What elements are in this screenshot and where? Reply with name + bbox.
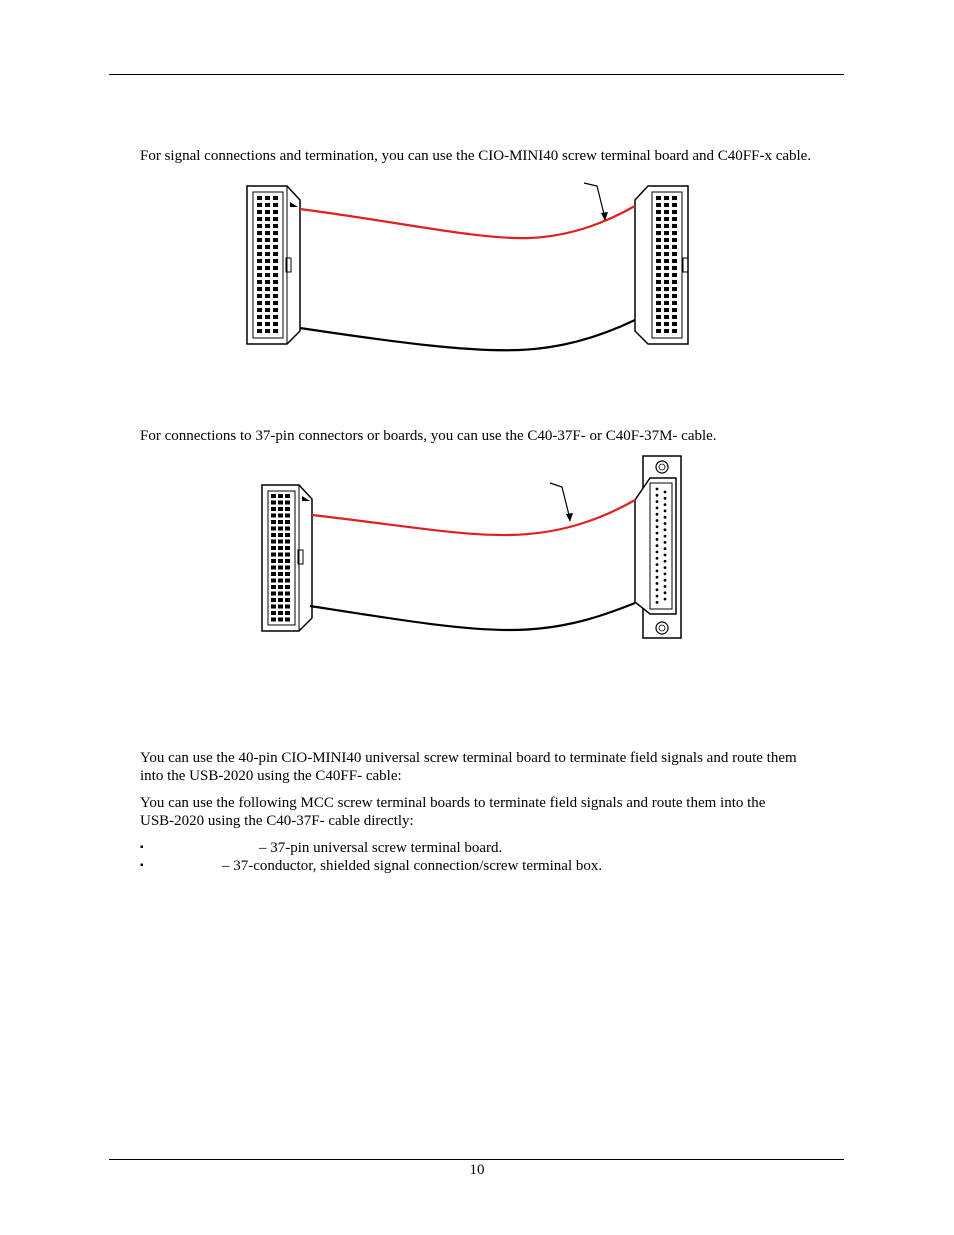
left-connector-40pin xyxy=(262,485,312,631)
connector-pin xyxy=(285,553,290,557)
connector-pin xyxy=(271,527,276,531)
connector-pin xyxy=(278,527,283,531)
connector-pin xyxy=(656,500,659,503)
cable-red-stripe xyxy=(312,500,635,535)
mini40-paragraph-line1: You can use the 40-pin CIO-MINI40 universal screw terminal board to terminate field signals and route them xyxy=(140,750,797,766)
connector-pin xyxy=(285,559,290,563)
page-number: 10 xyxy=(469,1162,485,1178)
connector-pin xyxy=(656,595,659,598)
connector-pin xyxy=(664,522,667,525)
connector-pin xyxy=(285,527,290,531)
connector-pin xyxy=(285,618,290,622)
connector-pin xyxy=(278,494,283,498)
connector-pin xyxy=(271,572,276,576)
mini40-paragraph-line2: into the USB-2020 using the C40FF- cable: xyxy=(140,768,402,784)
connector-pin xyxy=(278,592,283,596)
connector-pin xyxy=(271,546,276,550)
connector-pin xyxy=(285,501,290,505)
connector-pin xyxy=(656,538,659,541)
connector-pin xyxy=(278,566,283,570)
connector-pin xyxy=(271,592,276,596)
connector-pin xyxy=(656,494,659,497)
connector-pin xyxy=(664,491,667,494)
connector-pin xyxy=(656,588,659,591)
connector-pin xyxy=(664,528,667,531)
connector-pin xyxy=(285,540,290,544)
connector-pin xyxy=(664,585,667,588)
connector-pin xyxy=(664,547,667,550)
connector-pin xyxy=(271,520,276,524)
connector-pin xyxy=(278,579,283,583)
db37-connector xyxy=(635,456,681,638)
pin1-pointer-line xyxy=(550,483,570,519)
connector-pin xyxy=(656,488,659,491)
cable1-paragraph: For signal connections and termination, you can use the CIO-MINI40 screw terminal board and C40FF-x cable. xyxy=(140,148,812,164)
connector-pin xyxy=(271,553,276,557)
connector-pin xyxy=(656,525,659,528)
connector-pin xyxy=(664,573,667,576)
connector-pin xyxy=(656,507,659,510)
connector-pin xyxy=(656,582,659,585)
connector-pin xyxy=(278,533,283,537)
cable2-paragraph: For connections to 37-pin connectors or boards, you can use the C40-37F- or C40F-37M- cable. xyxy=(140,428,717,444)
connector-pin xyxy=(664,535,667,538)
connector-pin xyxy=(278,501,283,505)
connector-pin xyxy=(271,559,276,563)
connector-pin xyxy=(285,611,290,615)
bullet-text: – 37-pin universal screw terminal board. xyxy=(259,840,503,856)
connector-pin xyxy=(285,572,290,576)
connector-pin xyxy=(285,514,290,518)
connector-pin xyxy=(664,497,667,500)
connector-pin xyxy=(278,605,283,609)
connector-pin xyxy=(278,585,283,589)
connector-pin xyxy=(656,570,659,573)
connector-pin xyxy=(285,579,290,583)
connector-pin xyxy=(271,501,276,505)
connector-pin xyxy=(664,566,667,569)
connector-pin xyxy=(656,551,659,554)
connector-pin xyxy=(278,559,283,563)
connector-pin xyxy=(271,507,276,511)
connector-pin xyxy=(664,554,667,557)
connector-pin xyxy=(271,611,276,615)
connector-pin xyxy=(285,605,290,609)
connector-pin xyxy=(664,503,667,506)
connector-pin xyxy=(278,540,283,544)
connector-pin xyxy=(656,544,659,547)
connector-pin xyxy=(664,510,667,513)
connector-pin xyxy=(664,560,667,563)
connector-pin xyxy=(656,563,659,566)
connector-pin xyxy=(278,520,283,524)
connector-pin xyxy=(278,514,283,518)
connector-pin xyxy=(664,516,667,519)
connector-pin xyxy=(285,533,290,537)
connector-pin xyxy=(271,533,276,537)
pin1-pointer-arrow xyxy=(566,513,573,522)
bullet-marker: ▪ xyxy=(140,860,144,871)
connector-pin xyxy=(271,566,276,570)
connector-pin xyxy=(271,585,276,589)
connector-pin xyxy=(271,579,276,583)
connector-pin xyxy=(278,618,283,622)
connector-pin xyxy=(664,579,667,582)
connector-pin xyxy=(285,598,290,602)
connector-pin xyxy=(278,546,283,550)
connector-pin xyxy=(656,557,659,560)
cable-bottom-edge xyxy=(310,603,635,630)
connector-pin xyxy=(285,585,290,589)
connector-pin xyxy=(271,494,276,498)
connector-pin xyxy=(285,494,290,498)
connector-pin xyxy=(271,514,276,518)
connector-pin xyxy=(285,546,290,550)
connector-pin xyxy=(278,507,283,511)
connector-pin xyxy=(664,598,667,601)
connector-pin xyxy=(278,598,283,602)
mcc-paragraph-line2: USB-2020 using the C40-37F- cable directly: xyxy=(140,813,414,829)
connector-pin xyxy=(656,532,659,535)
connector-pin xyxy=(271,598,276,602)
connector-pin xyxy=(656,519,659,522)
connector-pin xyxy=(664,591,667,594)
connector-pin xyxy=(278,611,283,615)
connector-pin xyxy=(656,513,659,516)
mcc-paragraph-line1: You can use the following MCC screw terminal boards to terminate field signals and route them into the xyxy=(140,795,766,811)
connector-pin xyxy=(656,601,659,604)
connector-pin xyxy=(278,553,283,557)
connector-pin xyxy=(285,566,290,570)
connector-pin xyxy=(656,576,659,579)
connector-pin xyxy=(285,592,290,596)
bullet-text: – 37-conductor, shielded signal connection/screw terminal box. xyxy=(222,858,603,874)
connector-pin xyxy=(285,520,290,524)
connector-pin xyxy=(278,572,283,576)
bullet-marker: ▪ xyxy=(140,842,144,853)
connector-pin xyxy=(271,618,276,622)
footer-rule xyxy=(109,1159,844,1160)
connector-pin xyxy=(285,507,290,511)
connector-pin xyxy=(664,541,667,544)
connector-pin xyxy=(271,605,276,609)
connector-pin xyxy=(271,540,276,544)
